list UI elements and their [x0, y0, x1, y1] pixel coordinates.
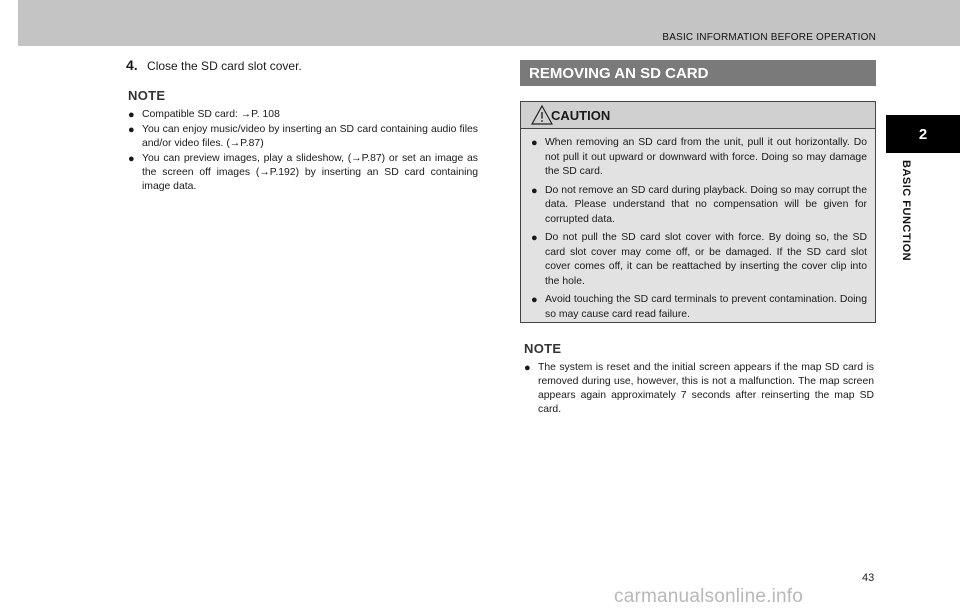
chapter-label: BASIC FUNCTION: [900, 160, 912, 262]
note-heading-left: NOTE: [128, 88, 166, 103]
note-list-right: [524, 361, 874, 418]
bullet-icon: ●: [128, 153, 135, 165]
caution-heading: CAUTION: [551, 108, 611, 123]
note-list-left: [128, 108, 478, 195]
caution-box: [520, 101, 876, 323]
caution-text: Do not remove an SD card during playback. Doing so may corrupt the data. Please understand that no compensation will be given for corrupted data.: [545, 184, 867, 225]
note-text: The system is reset and the initial screen appears if the map SD card is removed during use, however, this is not a malfunction. The map screen appears again approximately 7 seconds after reinserting the map SD card.: [538, 362, 874, 415]
watermark: carmanualsonline.info: [614, 586, 804, 607]
bullet-icon: ●: [531, 232, 538, 244]
chapter-tab: 2: [886, 115, 960, 153]
bullet-icon: ●: [531, 137, 538, 149]
warning-icon: [531, 105, 553, 125]
bullet-icon: ●: [524, 362, 531, 374]
note-text: You can enjoy music/video by inserting an SD card containing audio files and/or video files. (→P.87): [142, 124, 478, 149]
step-text: Close the SD card slot cover.: [147, 59, 302, 73]
bullet-icon: ●: [531, 294, 538, 306]
bullet-icon: ●: [128, 109, 135, 121]
caution-list: [531, 136, 867, 326]
list-item: [524, 361, 874, 417]
caution-header: [521, 102, 875, 129]
list-item: [531, 231, 867, 289]
list-item: [128, 108, 478, 122]
list-item: [531, 293, 867, 322]
caution-text: Do not pull the SD card slot cover with force. By doing so, the SD card slot cover may come off, or be damaged. If the SD card slot cover comes off, it can be reattached by inserting the cover clip into the hole.: [545, 232, 867, 287]
page-number: 43: [862, 572, 875, 584]
note-text: Compatible SD card: →P. 108: [142, 109, 280, 120]
section-title: REMOVING AN SD CARD: [520, 60, 876, 86]
running-header: BASIC INFORMATION BEFORE OPERATION: [662, 32, 876, 43]
bullet-icon: ●: [531, 184, 538, 197]
step-4: [126, 57, 302, 73]
list-item: [531, 184, 867, 228]
caution-text: Avoid touching the SD card terminals to prevent contamination. Doing so may cause card read failure.: [545, 294, 867, 320]
list-item: [531, 136, 867, 180]
list-item: [128, 152, 478, 194]
note-heading-right: NOTE: [524, 341, 562, 356]
caution-text: When removing an SD card from the unit, pull it out horizontally. Do not pull it out upward or downward with force. Doing so may damage the SD card.: [545, 137, 867, 177]
bullet-icon: ●: [128, 124, 135, 136]
note-text: You can preview images, play a slideshow, (→P.87) or set an image as the screen off images (→P.192) by inserting an SD card containing image data.: [142, 153, 478, 192]
step-number: 4.: [126, 57, 138, 73]
list-item: [128, 123, 478, 151]
